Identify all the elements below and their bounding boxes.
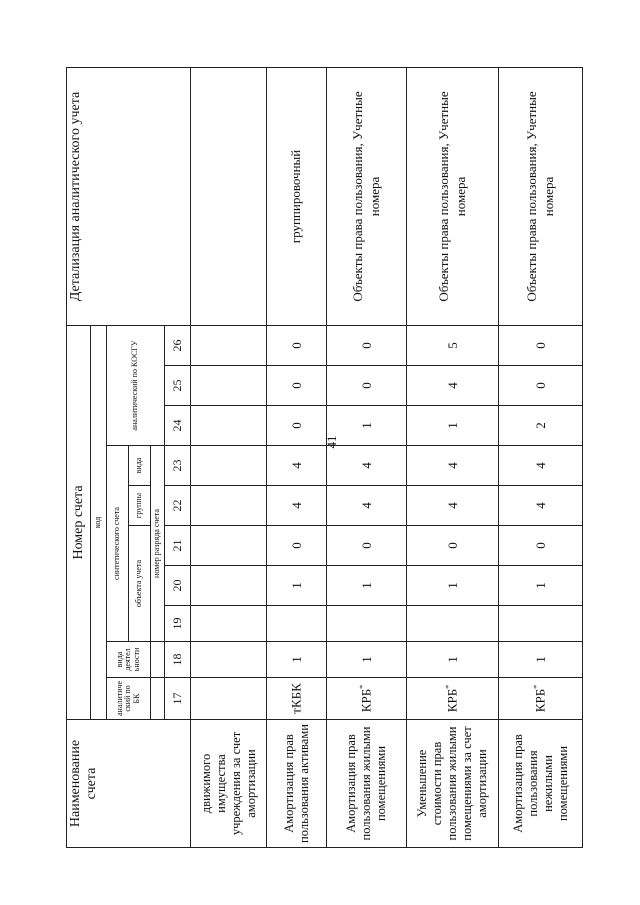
value-cell: 1 — [267, 642, 327, 678]
value-cell: 1 — [327, 642, 407, 678]
code-cell: КРБ* — [407, 678, 499, 720]
value-cell: 1 — [327, 566, 407, 606]
header-account-name: Наименование счета — [67, 720, 191, 848]
account-name-cell: Амортизация прав пользования нежилыми помещениями — [499, 720, 583, 848]
table-row — [267, 67, 327, 847]
value-cell — [191, 642, 267, 678]
digit-cell: 26 — [165, 325, 191, 365]
code-cell: КРБ* — [327, 678, 407, 720]
value-cell — [191, 566, 267, 606]
value-cell: 0 — [327, 325, 407, 365]
table-row — [407, 67, 499, 847]
value-cell: 0 — [499, 325, 583, 365]
value-cell: 1 — [407, 566, 499, 606]
table-row — [191, 67, 267, 847]
detail-cell: Объекты права пользования, Учетные номера — [327, 67, 407, 325]
digit-cell: 20 — [165, 566, 191, 606]
value-cell: 4 — [407, 446, 499, 486]
account-name-cell: Амортизация прав пользования жилыми помещениями — [327, 720, 407, 848]
value-cell — [191, 526, 267, 566]
value-cell: 0 — [327, 526, 407, 566]
value-cell: 2 — [499, 406, 583, 446]
header-analytic-bk: аналитиче ский по БК — [107, 678, 151, 720]
digit-cell: 18 — [165, 642, 191, 678]
detail-cell — [191, 67, 267, 325]
value-cell: 0 — [327, 366, 407, 406]
value-cell: 1 — [407, 406, 499, 446]
value-cell: 4 — [499, 446, 583, 486]
table-row — [327, 67, 407, 847]
digit-cell: 21 — [165, 526, 191, 566]
code-cell — [191, 678, 267, 720]
header-account-number: Номер счета — [67, 325, 91, 719]
digit-cell: 24 — [165, 406, 191, 446]
value-cell — [191, 486, 267, 526]
account-name-cell: Амортизация прав пользования активами — [267, 720, 327, 848]
code-cell: КРБ* — [499, 678, 583, 720]
detail-cell: Объекты права пользования, Учетные номера — [407, 67, 499, 325]
value-cell: 1 — [267, 566, 327, 606]
value-cell — [191, 366, 267, 406]
value-cell: 4 — [499, 486, 583, 526]
accounts-table — [66, 67, 583, 848]
header-code: код — [91, 325, 107, 719]
value-cell: 4 — [407, 366, 499, 406]
value-cell: 4 — [267, 446, 327, 486]
value-cell: 0 — [499, 526, 583, 566]
value-cell: 0 — [407, 526, 499, 566]
header-synthetic: синтетического счета — [107, 446, 129, 642]
page-number: 41 — [324, 435, 339, 449]
header-analytic-kosgu: аналитический по КОСГУ — [107, 325, 165, 445]
detail-cell: группировочный — [267, 67, 327, 325]
value-cell: 0 — [267, 406, 327, 446]
rotated-page — [66, 68, 582, 848]
value-cell: 4 — [407, 486, 499, 526]
value-cell: 4 — [327, 486, 407, 526]
digit-cell: 23 — [165, 446, 191, 486]
account-name-cell: Уменьшение стоимости прав пользования жилыми помещениями за счет амортизации — [407, 720, 499, 848]
digit-cell: 22 — [165, 486, 191, 526]
header-analytics-detail: Детализация аналитического учета — [67, 67, 191, 325]
value-cell — [191, 446, 267, 486]
value-cell: 0 — [267, 526, 327, 566]
digit-cell: 19 — [165, 606, 191, 642]
detail-cell: Объекты права пользования, Учетные номера — [499, 67, 583, 325]
value-cell — [191, 606, 267, 642]
value-cell: 5 — [407, 325, 499, 365]
table-row — [499, 67, 583, 847]
value-cell — [191, 325, 267, 365]
value-cell: 4 — [327, 446, 407, 486]
value-cell: 0 — [267, 366, 327, 406]
value-cell: 1 — [499, 566, 583, 606]
header-group: группы — [129, 486, 151, 526]
value-cell: 4 — [267, 486, 327, 526]
value-cell: 0 — [267, 325, 327, 365]
code-cell: тКБК — [267, 678, 327, 720]
header-activity-type: вида деятел ьности — [107, 642, 151, 678]
value-cell — [191, 406, 267, 446]
digit-cell: 25 — [165, 366, 191, 406]
value-cell: 1 — [499, 642, 583, 678]
value-cell: 1 — [327, 406, 407, 446]
value-cell: 0 — [499, 366, 583, 406]
header-object: объекта учета — [129, 526, 151, 642]
digit-cell: 17 — [165, 678, 191, 720]
header-digit-number: номер разряда счета — [151, 446, 165, 642]
value-cell: 1 — [407, 642, 499, 678]
header-kind: вида — [129, 446, 151, 486]
account-name-cell: движимого имущества учреждения за счет амортизации — [191, 720, 267, 848]
